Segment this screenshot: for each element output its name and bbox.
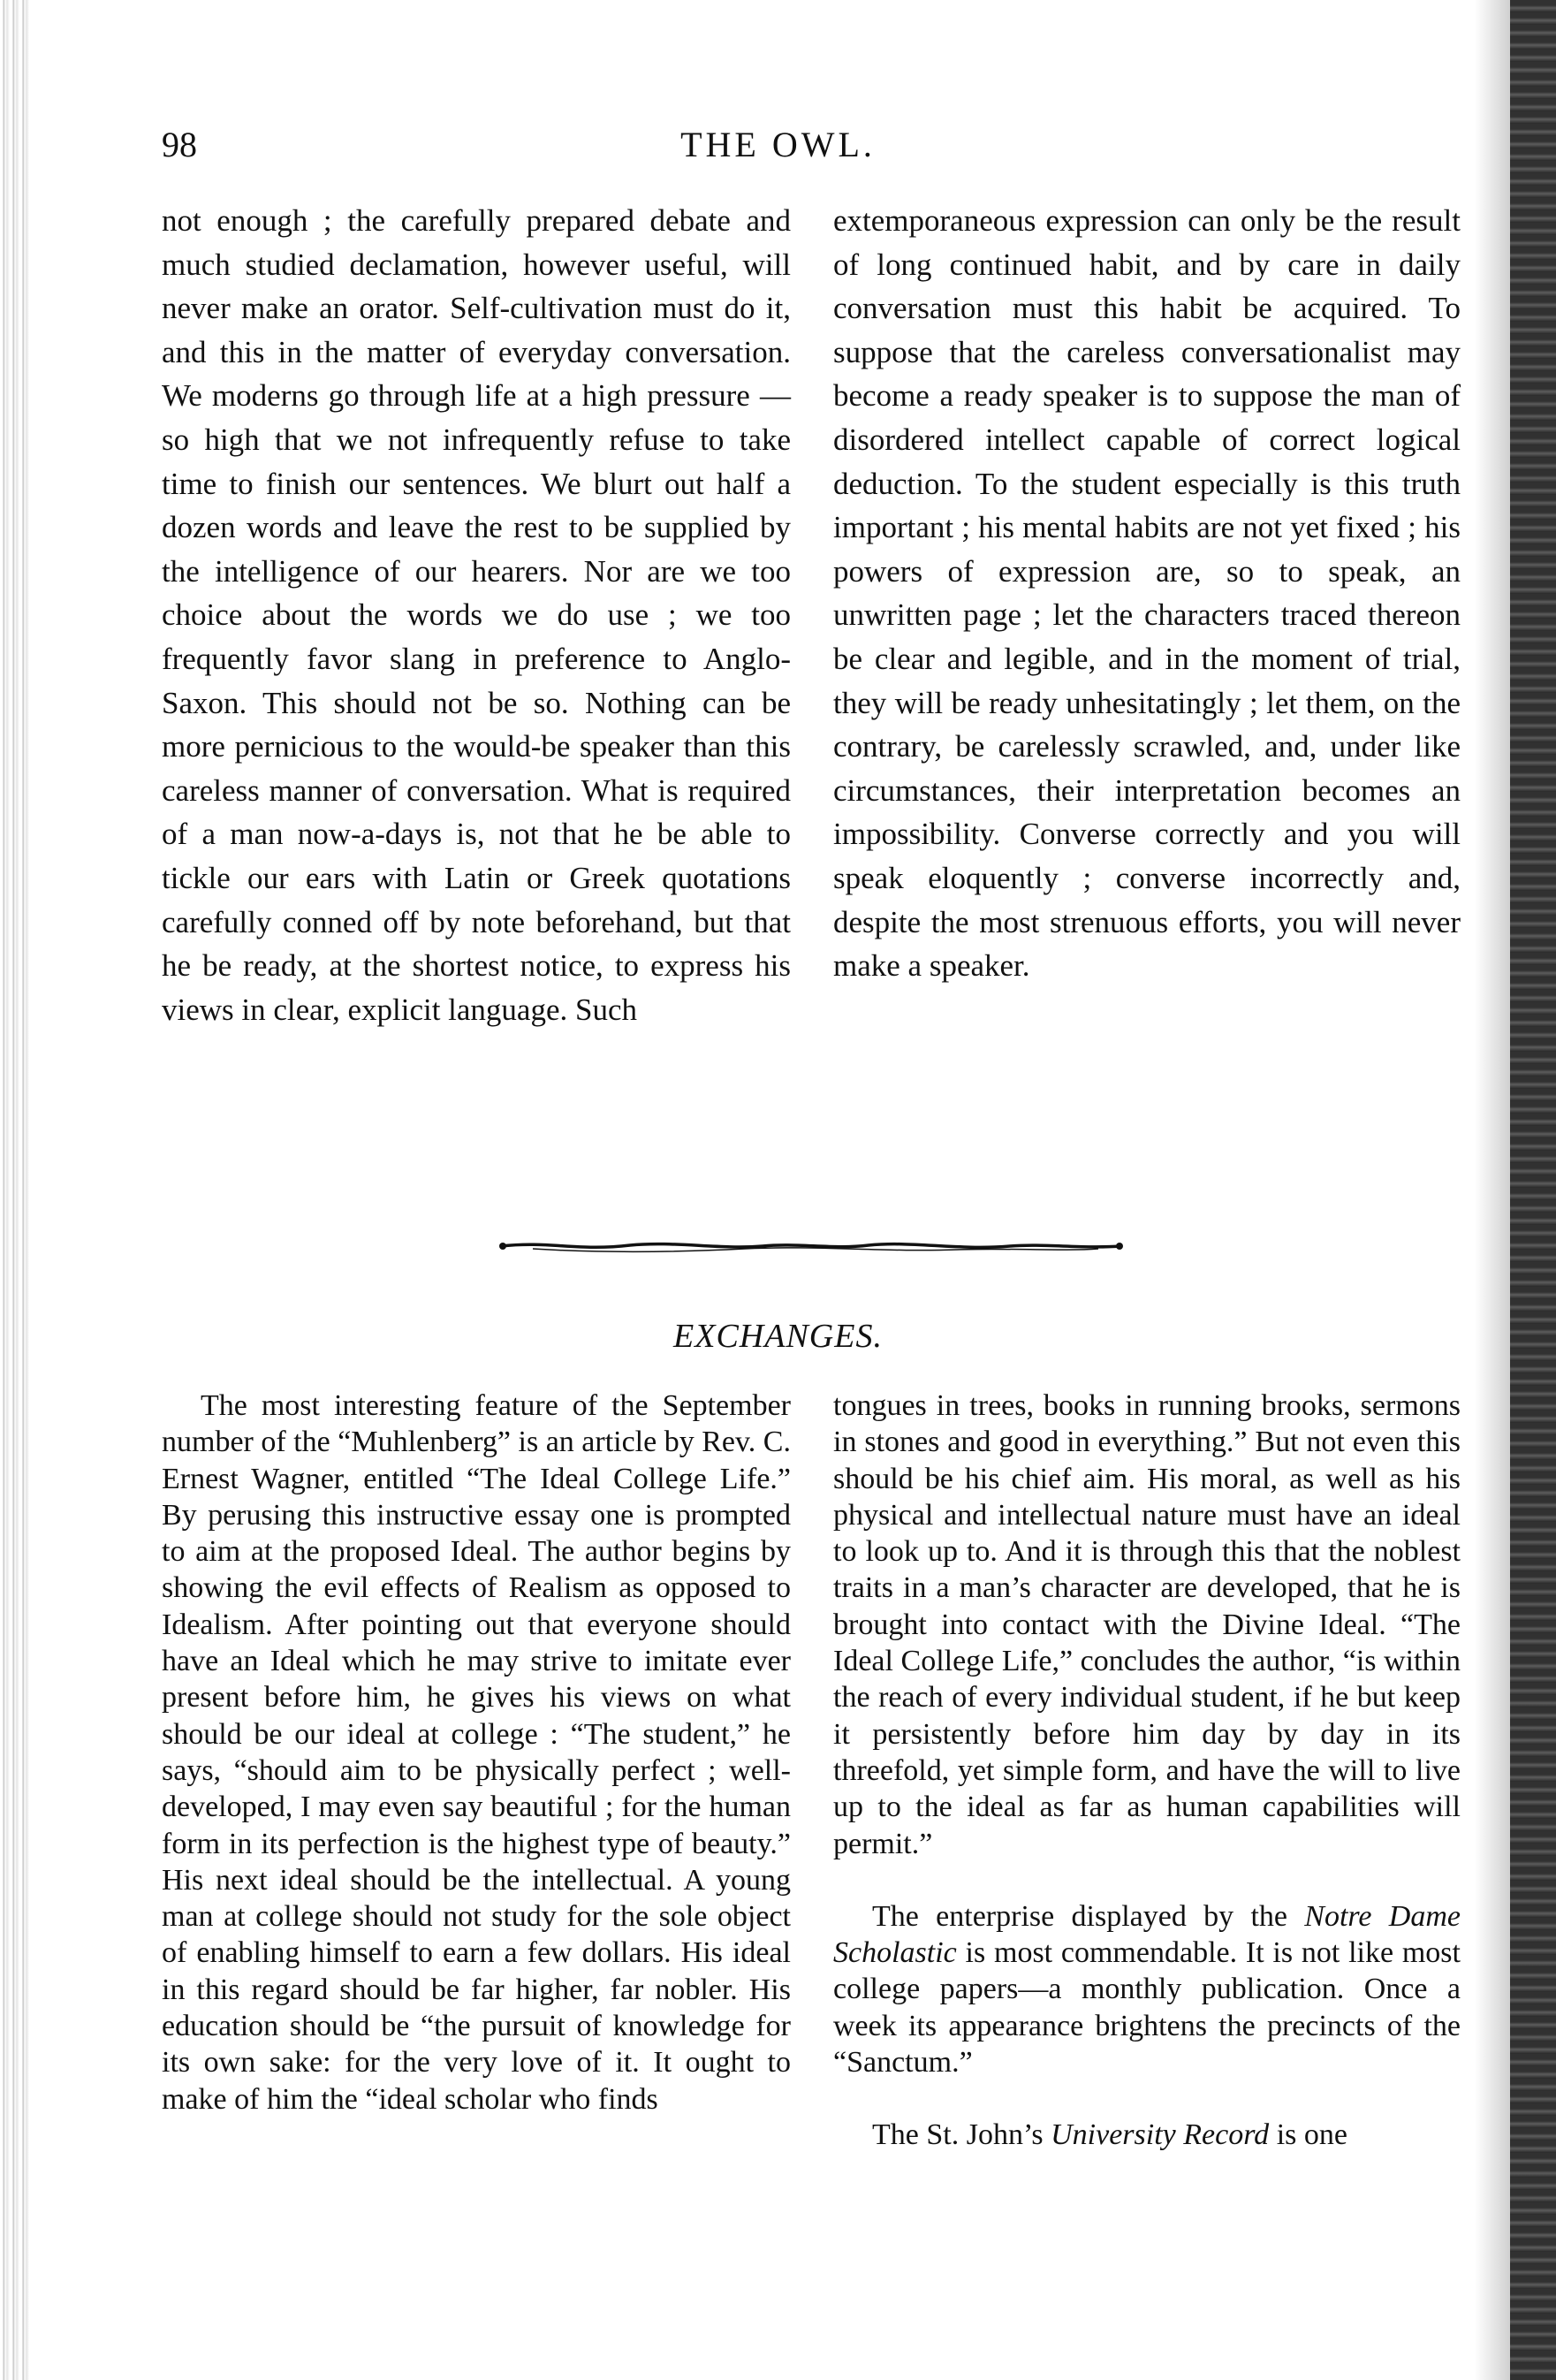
publication-title: University Record <box>1051 2118 1270 2152</box>
text-run: is most commendable. It is not like most college papers—a monthly publication. Once a week its appearance brightens the precincts of the “Sanctum.” <box>833 1936 1461 2080</box>
paragraph <box>833 2117 1461 2153</box>
text-run: The St. John’s <box>872 2118 1051 2152</box>
page-scan-right-edge <box>1510 0 1556 2380</box>
lower-right-column <box>833 1388 1461 2154</box>
running-head: THE OWL. <box>680 125 876 164</box>
paragraph: extemporaneous expression can only be the result of long continued habit, and by care in daily conversation must this habit be acquired. To suppose that the careless conversationalist may become a ready speaker is to suppose the man of disordered intellect capable of correct logical deduction. To the student especially is this truth important ; his mental habits are not yet fixed ; his powers of expression are, so to speak, an unwritten page ; let the characters traced thereon be clear and legible, and in the moment of trial, they will be ready unhesitatingly ; let them, on the contrary, be carelessly scrawled, and, under like circumstances, their interpretation becomes an impossibility. Converse correctly and you will speak eloquently ; converse incorrectly and, despite the most strenuous efforts, you will never make a speaker. <box>833 203 1461 984</box>
section-divider-ornament <box>497 1228 1125 1264</box>
page-number: 98 <box>162 125 197 164</box>
upper-right-column <box>833 199 1461 988</box>
section-title: EXCHANGES. <box>673 1318 883 1355</box>
paragraph <box>833 1898 1461 2080</box>
upper-left-column <box>162 199 791 1031</box>
page-scan-shadow <box>1475 0 1510 2380</box>
text-run: The enterprise displayed by the <box>872 1899 1305 1933</box>
paragraph: tongues in trees, books in running brooks, sermons in stones and good in everything.” But not even this should be his chief aim. His moral, as well as his physical and intellectual nature must have an ideal to look up to. And it is through this that the noblest traits in a man’s character are developed, that he is brought into contact with the Divine Ideal. “The Ideal College Life,” concludes the author, “is within the reach of every individual student, if he but keep it persistently before him day by day in its threefold, yet simple form, and have the will to live up to the ideal as far as human capabilities will permit.” <box>833 1389 1461 1860</box>
paragraph: The most interesting feature of the September number of the “Muhlenberg” is an article by Rev. C. Ernest Wagner, entitled “The Ideal College Life.” By perusing this instructive essay one is prompted to aim at the proposed Ideal. The author begins by showing the evil effects of Realism as opposed to Idealism. After pointing out that everyone should have an Ideal which he may strive to imitate ever present before him, he gives his views on what should be our ideal at college : “The student,” he says, “should aim to be physically perfect ; well-developed, I may even say beautiful ; for the human form in its perfection is the highest type of beauty.” His next ideal should be the intellectual. A young man at college should not study for the sole object of enabling himself to earn a few dollars. His ideal in this regard should be far higher, far nobler. His education should be “the pursuit of knowledge for its own sake: for the very love of it. It ought to make of him the “ideal scholar who finds <box>162 1389 791 2116</box>
text-run: is one <box>1269 2118 1347 2152</box>
publication-title: Notre Dame Scholastic <box>833 1899 1461 1970</box>
paragraph: not enough ; the carefully prepared debate and much studied declamation, however useful, will never make an orator. Self-cultivation must do it, and this in the matter of everyday conversation. We moderns go through life at a high pressure —so high that we not infrequently refuse to take time to finish our sentences. We blurt out half a dozen words and leave the rest to be supplied by the intelligence of our hearers. Nor are we too choice about the words we do use ; we too frequently favor slang in preference to Anglo-Saxon. This should not be so. Nothing can be more pernicious to the would-be speaker than this careless manner of conversation. What is required of a man now-a-days is, not that he be able to tickle our ears with Latin or Greek quotations carefully conned off by note beforehand, but that he be ready, at the shortest notice, to express his views in clear, explicit language. Such <box>162 203 791 1027</box>
page-scan-left-edge <box>0 0 32 2380</box>
lower-left-column <box>162 1388 791 2118</box>
